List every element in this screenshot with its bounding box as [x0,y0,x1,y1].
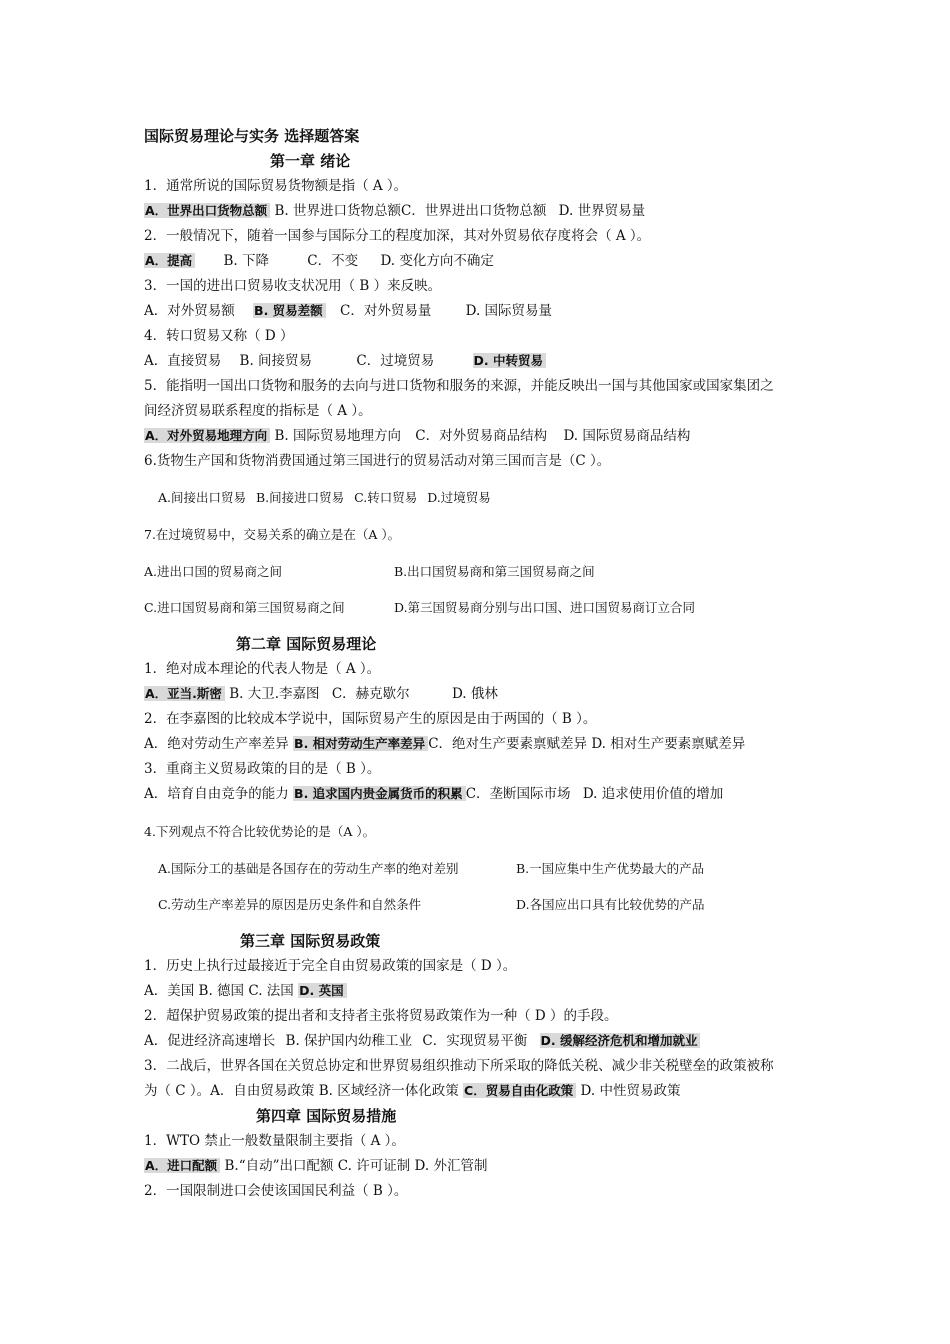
option: A.间接出口贸易 [158,490,247,505]
ch1-question-2: 2．一般情况下，随着一国参与国际分工的程度加深，其对外贸易依存度将会（ A ）。 [144,228,651,244]
option: A．促进经济高速增长 [144,1033,276,1049]
ch2-q2-options [144,734,745,754]
ch2-question-1: 1．绝对成本理论的代表人物是（ A ）。 [144,661,381,677]
option: B.间接进口贸易 [256,490,345,505]
option: B. 大卫.李嘉图 [229,686,320,702]
ch4-question-2: 2．一国限制进口会使该国国民利益（ B ）。 [144,1183,408,1199]
option: D. 国际贸易商品结构 [563,428,691,444]
ch2-question-2: 2．在李嘉图的比较成本学说中，国际贸易产生的原因是由于两国的（ B ）。 [144,711,597,727]
ch1-q2-options [144,251,494,271]
option: D. 追求使用价值的增加 [582,786,724,802]
answer-highlight: D. 缓解经济危机和增加就业 [540,1033,701,1048]
ch1-question-5-line-2: 间经济贸易联系程度的指标是（ A ）。 [144,403,372,419]
answer-highlight: A．世界出口货物总额 [144,203,270,218]
ch1-q7-option-a: A.进出口国的贸易商之间 [144,564,283,579]
ch2-q4-option-c: C.劳动生产率差异的原因是历史条件和自然条件 [158,897,422,912]
ch4-q1-options [144,1156,487,1176]
option: D. 变化方向不确定 [380,253,494,269]
chapter-3-heading: 第三章 国际贸易政策 [240,932,381,950]
option: C．过境贸易 [356,353,435,369]
option: D. 国际贸易量 [465,303,553,319]
chapter-2-heading: 第二章 国际贸易理论 [236,635,377,653]
ch1-q3-options [144,301,552,321]
ch2-q4-option-d: D.各国应出口具有比较优势的产品 [516,897,705,912]
ch1-question-3: 3．一国的进出口贸易收支状况用（ B ）来反映。 [144,278,442,294]
option: C. 法国 [248,983,294,999]
ch2-q4-option-a: A.国际分工的基础是各国存在的劳动生产率的绝对差别 [158,861,459,876]
option: D. 世界贸易量 [558,203,646,219]
answer-highlight: B. 相对劳动生产率差异 [293,736,428,751]
option: A．直接贸易 [144,353,222,369]
option: D.过境贸易 [427,490,491,505]
option: C.转口贸易 [354,490,418,505]
chapter-1-heading: 第一章 绪论 [270,152,351,170]
option: C．赫克歇尔 [331,686,410,702]
ch1-q1-options [144,201,645,221]
option: A．培育自由竞争的能力 [144,786,289,802]
ch1-question-4: 4．转口贸易又称（ D ） [144,328,294,344]
option: D. 相对生产要素禀赋差异 [591,736,746,752]
option: B. 间接贸易 [239,353,313,369]
ch1-question-1: 1．通常所说的国际贸易货物额是指（ A ）。 [144,178,408,194]
option: D. 中性贸易政策 [580,1083,681,1099]
ch1-q4-options [144,351,546,371]
answer-highlight: A．进口配额 [144,1158,220,1173]
option: B.“自动”出口配额 [224,1158,334,1174]
option: C．垄断国际市场 [465,786,571,802]
ch1-q7-option-c: C.进口国贸易商和第三国贸易商之间 [144,600,345,615]
option: D. 外汇管制 [414,1158,488,1174]
ch3-q3-line-2 [144,1081,680,1101]
ch1-q5-options [144,426,690,446]
option: B. 国际贸易地理方向 [274,428,401,444]
chapter-4-heading: 第四章 国际贸易措施 [256,1107,397,1125]
ch2-q4-option-b: B.一国应集中生产优势最大的产品 [516,861,705,876]
answer-highlight: A．对外贸易地理方向 [144,428,270,443]
ch3-question-3-line-1: 3．二战后，世界各国在关贸总协定和世界贸易组织推动下所采取的降低关税、减少非关税壁垒的政策被称 [144,1058,774,1074]
ch1-q7-option-b: B.出口国贸易商和第三国贸易商之间 [394,564,595,579]
answer-highlight: A．亚当.斯密 [144,686,225,701]
ch1-question-7: 7.在过境贸易中，交易关系的确立是在（A ）。 [144,527,401,542]
answer-highlight: B. 贸易差额 [253,303,326,318]
option: B. 德国 [198,983,245,999]
question-and-option-a: 为（ C ）。A．自由贸易政策 [144,1083,315,1099]
option: B. 保护国内幼稚工业 [285,1033,413,1049]
option: B. 下降 [223,253,269,269]
ch1-question-6: 6.货物生产国和货物消费国通过第三国进行的贸易活动对第三国而言是（C ）。 [144,453,611,469]
ch2-question-4: 4.下列观点不符合比较优势论的是（A ）。 [144,824,376,839]
option: C．对外贸易商品结构 [415,428,548,444]
ch3-question-2: 2．超保护贸易政策的提出者和支持者主张将贸易政策作为一种（ D ）的手段。 [144,1008,618,1024]
option: C. 许可证制 [337,1158,411,1174]
ch2-q3-options [144,784,723,804]
answer-highlight: D. 中转贸易 [473,353,546,368]
ch3-question-1: 1．历史上执行过最接近于完全自由贸易政策的国家是（ D ）。 [144,958,517,974]
ch2-question-3: 3．重商主义贸易政策的目的是（ B ）。 [144,761,381,777]
option: C．对外贸易量 [339,303,432,319]
option: B. 区域经济一体化政策 [318,1083,459,1099]
ch2-q1-options [144,684,498,704]
option: A．美国 [144,983,195,999]
ch1-q7-option-d: D.第三国贸易商分别与出口国、进口国贸易商订立合同 [394,600,696,615]
answer-highlight: C．贸易自由化政策 [463,1083,576,1098]
option: C．实现贸易平衡 [422,1033,528,1049]
document-title: 国际贸易理论与实务 选择题答案 [144,127,360,145]
option: B. 世界进口货物总额 [274,203,401,219]
option: C．绝对生产要素禀赋差异 [428,736,588,752]
ch3-q2-options [144,1031,700,1051]
ch4-question-1: 1．WTO 禁止一般数量限制主要指（ A ）。 [144,1133,405,1149]
answer-highlight: B. 追求国内贵金属货币的积累 [293,786,466,801]
answer-highlight: D. 英国 [298,983,346,998]
option: C．不变 [307,253,359,269]
option: D. 俄林 [451,686,498,702]
option: C．世界进出口货物总额 [401,203,547,219]
answer-highlight: A．提高 [144,253,195,268]
option: A．绝对劳动生产率差异 [144,736,289,752]
option: A．对外贸易额 [144,303,235,319]
ch1-q6-options [158,488,491,508]
ch3-q1-options [144,981,347,1001]
ch1-question-5-line-1: 5．能指明一国出口货物和服务的去向与进口货物和服务的来源，并能反映出一国与其他国家或国家集团之 [144,378,774,394]
